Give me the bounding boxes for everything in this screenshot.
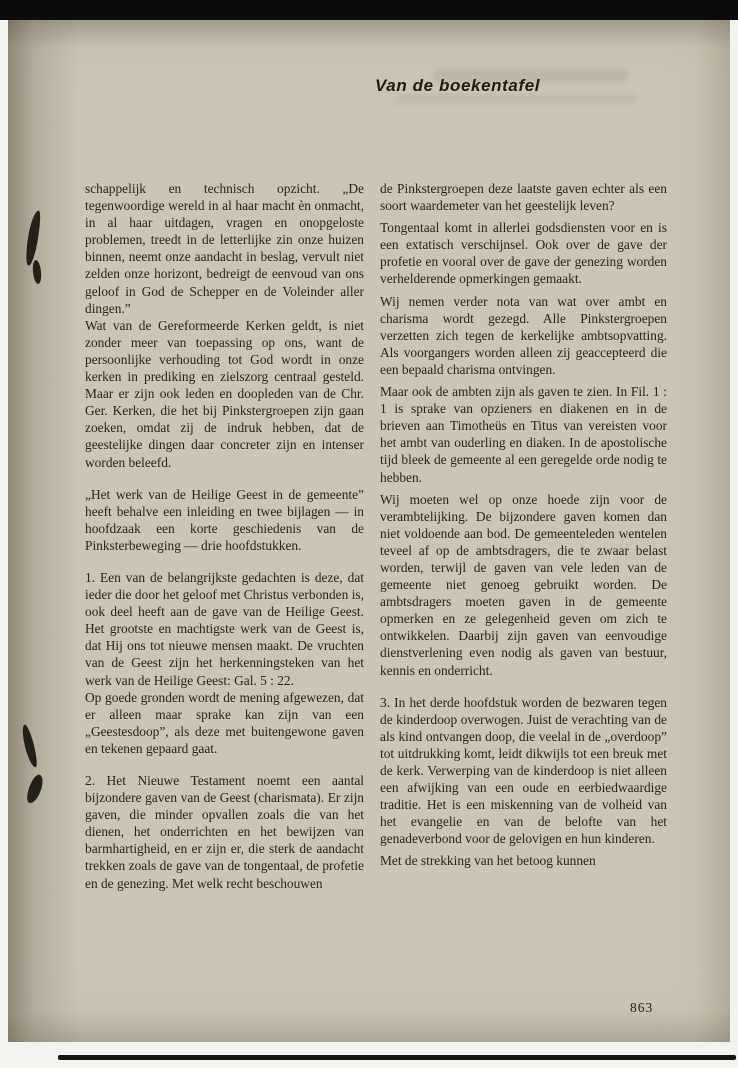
scan-edge-bottom [58,1055,736,1060]
binding-ink-mark [20,724,39,769]
paragraph: 2. Het Nieuwe Testament noemt een aantal bijzondere gaven van de Geest (charismata). Er zijn gaven, die minder opvallen zoals die van het dienen, het onderrichten en het bewijzen van barmhartigheid, en er zijn er, die sterk de aandacht trekken zoals de gave van de tongentaal, de profetie en de genezing. Met welk recht beschouwen [85,773,364,891]
running-header-title: Van de boekentafel [375,76,541,95]
binding-ink-mark [23,210,43,267]
binding-ink-mark [25,773,46,805]
paragraph: Maar ook de ambten zijn als gaven te zien. In Fil. 1 : 1 is sprake van opzieners en diakenen en in de brieven aan Timotheüs en Titus van vereisten voor het ambt van ouderling en diaken. In de apostolische tijd bleek de gemeente al een geregelde orde nodig te hebben. [380,384,667,485]
paragraph: 1. Een van de belangrijkste gedachten is deze, dat ieder die door het geloof met Christus verbonden is, ook deel heeft aan de gave van de Heilige Geest. Het grootste en machtigste werk van de Geest is, dat Hij ons tot nieuwe mensen maakt. De vruchten van de Geest zijn het herkenningsteken van het werk van de Heilige Geest: Gal. 5 : 22. [85,569,364,688]
paragraph: Tongentaal komt in allerlei godsdiensten voor en is een extatisch verschijnsel. Ook over de gave der profetie en vooral over de gave der genezing worden verhelderende opmerkingen gemaakt. [380,220,667,287]
text-block [85,180,667,892]
paragraph: de Pinkstergroepen deze laatste gaven echter als een soort waardemeter van het geestelijk leven? [380,181,667,214]
paragraph: Wij moeten wel op onze hoede zijn voor de verambtelijking. De bijzondere gaven komen dan niet voldoende aan bod. De gemeenteleden wentelen teveel af op de ambtsdragers, die te zwaar belast worden, terwijl de gaven van vele leden van de gemeente niet genoeg gebruikt worden. De ambtsdragers moeten gaven in de gemeente opmerken en ze gelegenheid geven om zich te ontwikkelen. Daarbij zijn gaven van eenvoudige dienstverlening even nodig als gaven van bestuur, kennis en onderricht. [380,491,667,678]
page-number: 863 [630,1000,654,1015]
binding-ink-mark [32,260,42,285]
book-page [8,20,730,1042]
paragraph: Op goede gronden wordt de mening afgewezen, dat er alleen maar sprake kan zijn van een „Geestesdoop”, als deze met buitengewone gaven en tekenen gepaard gaat. [85,689,364,756]
right-column [380,180,667,892]
left-column [85,180,364,892]
scan-edge-top [0,0,738,20]
paragraph: „Het werk van de Heilige Geest in de gemeente” heeft behalve een inleiding en twee bijlagen — in hoofdzaak een korte geschiedenis van de Pinksterbeweging — drie hoofdstukken. [85,486,364,553]
paragraph: Wij nemen verder nota van wat over ambt en charisma wordt gezegd. Alle Pinkstergroepen verzetten zich tegen de kerkelijke ambtsopvatting. Als voorgangers worden alleen zij geaccepteerd die een bepaald charisma ontvingen. [380,293,667,377]
paragraph: schappelijk en technisch opzicht. „De tegenwoordige wereld in al haar macht èn onmacht, in al haar uitdagen, vragen en onopgeloste problemen, treedt in de letterlijke zin onze huizen binnen, neemt onze aandacht in beslag, vervult niet zelden onze horizont, bedreigt de eenvoud van ons geloof in God de Schepper en de Voleinder aller dingen.” [85,181,364,316]
paragraph: 3. In het derde hoofdstuk worden de bezwaren tegen de kinderdoop overwogen. Juist de verachting van de als kind ontvangen doop, die veelal in de „overdoop” tot uitdrukking komt, leidt dikwijls tot een breuk met de kerk. Verwerping van de kinderdoop is niet alleen een afwijking van een oude en eerbiedwaardige traditie. Het is een miskenning van de volheid van het evangelie en van de belofte van het genadeverbond voor de gelovigen en hun kinderen. [380,694,667,847]
paragraph: Met de strekking van het betoog kunnen [380,853,596,869]
paragraph: Wat van de Gereformeerde Kerken geldt, is niet zonder meer van toepassing op ons, want de persoonlijke verhouding tot God wordt in onze kerken in prediking en zielszorg centraal gesteld. Maar er zijn ook leden en doopleden van de Chr. Ger. Kerken, die het bij Pinkstergroepen zijn gaan zoeken, omdat zij de indruk hebben, dat de geestelijke dingen daar concreter zijn en intenser worden beleefd. [85,317,364,470]
